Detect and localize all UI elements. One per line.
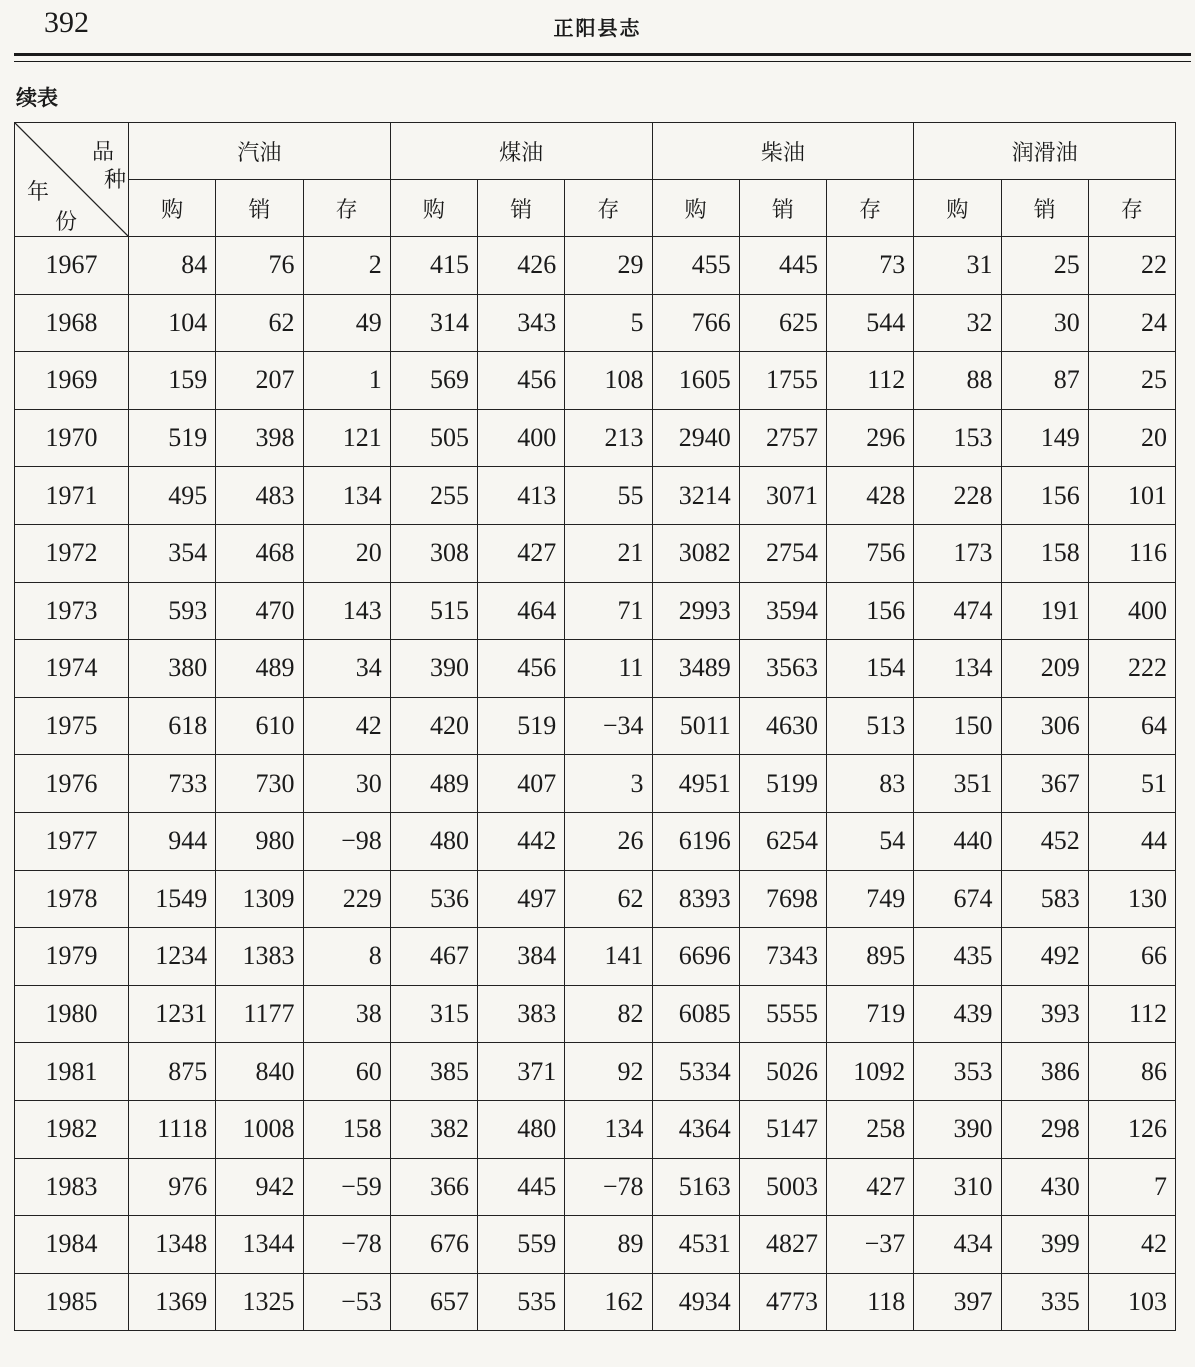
value-cell: 733 xyxy=(129,755,216,813)
year-cell: 1979 xyxy=(15,928,129,986)
table-row xyxy=(15,524,1176,582)
value-cell: 4827 xyxy=(739,1216,826,1274)
value-cell: 2940 xyxy=(652,409,739,467)
value-cell: 71 xyxy=(565,582,652,640)
value-cell: 400 xyxy=(478,409,565,467)
value-cell: 21 xyxy=(565,524,652,582)
value-cell: 351 xyxy=(914,755,1001,813)
value-cell: 366 xyxy=(390,1158,477,1216)
value-cell: 399 xyxy=(1001,1216,1088,1274)
value-cell: 3563 xyxy=(739,640,826,698)
value-cell: 86 xyxy=(1088,1043,1175,1101)
value-cell: 5011 xyxy=(652,697,739,755)
value-cell: 121 xyxy=(303,409,390,467)
value-cell: 569 xyxy=(390,352,477,410)
value-cell: 583 xyxy=(1001,870,1088,928)
value-cell: 875 xyxy=(129,1043,216,1101)
value-cell: 382 xyxy=(390,1100,477,1158)
value-cell: 222 xyxy=(1088,640,1175,698)
value-cell: 480 xyxy=(478,1100,565,1158)
value-cell: 385 xyxy=(390,1043,477,1101)
value-cell: 625 xyxy=(739,294,826,352)
value-cell: 3 xyxy=(565,755,652,813)
value-cell: 112 xyxy=(827,352,914,410)
value-cell: 22 xyxy=(1088,237,1175,295)
value-cell: 104 xyxy=(129,294,216,352)
value-cell: 3594 xyxy=(739,582,826,640)
table-row xyxy=(15,1273,1176,1331)
header-rule-thin xyxy=(14,61,1191,62)
value-cell: 515 xyxy=(390,582,477,640)
value-cell: 158 xyxy=(1001,524,1088,582)
value-cell: 51 xyxy=(1088,755,1175,813)
value-cell: 442 xyxy=(478,812,565,870)
value-cell: 6696 xyxy=(652,928,739,986)
value-cell: 386 xyxy=(1001,1043,1088,1101)
value-cell: 209 xyxy=(1001,640,1088,698)
value-cell: 1344 xyxy=(216,1216,303,1274)
value-cell: 83 xyxy=(827,755,914,813)
value-cell: 4364 xyxy=(652,1100,739,1158)
value-cell: 1325 xyxy=(216,1273,303,1331)
value-cell: 89 xyxy=(565,1216,652,1274)
value-cell: 390 xyxy=(914,1100,1001,1158)
value-cell: 756 xyxy=(827,524,914,582)
subheader-sales: 销 xyxy=(478,180,565,237)
value-cell: 383 xyxy=(478,985,565,1043)
value-cell: 657 xyxy=(390,1273,477,1331)
subheader-stock: 存 xyxy=(303,180,390,237)
value-cell: 2754 xyxy=(739,524,826,582)
value-cell: 749 xyxy=(827,870,914,928)
value-cell: 380 xyxy=(129,640,216,698)
value-cell: 497 xyxy=(478,870,565,928)
year-cell: 1972 xyxy=(15,524,129,582)
year-cell: 1969 xyxy=(15,352,129,410)
value-cell: 156 xyxy=(1001,467,1088,525)
value-cell: 944 xyxy=(129,812,216,870)
table-body xyxy=(15,237,1176,1331)
year-cell: 1973 xyxy=(15,582,129,640)
value-cell: 397 xyxy=(914,1273,1001,1331)
value-cell: 353 xyxy=(914,1043,1001,1101)
table-row xyxy=(15,467,1176,525)
subheader-stock: 存 xyxy=(1088,180,1175,237)
table-row xyxy=(15,755,1176,813)
value-cell: 519 xyxy=(129,409,216,467)
table-row xyxy=(15,697,1176,755)
value-cell: 428 xyxy=(827,467,914,525)
year-cell: 1984 xyxy=(15,1216,129,1274)
value-cell: 314 xyxy=(390,294,477,352)
running-title: 正阳县志 xyxy=(553,16,642,40)
value-cell: 134 xyxy=(303,467,390,525)
value-cell: 4531 xyxy=(652,1216,739,1274)
value-cell: 470 xyxy=(216,582,303,640)
value-cell: 495 xyxy=(129,467,216,525)
page-number: 392 xyxy=(44,6,89,39)
value-cell: 5 xyxy=(565,294,652,352)
value-cell: 4773 xyxy=(739,1273,826,1331)
table-row xyxy=(15,928,1176,986)
value-cell: 354 xyxy=(129,524,216,582)
value-cell: 149 xyxy=(1001,409,1088,467)
value-cell: 730 xyxy=(216,755,303,813)
header-row-groups xyxy=(15,123,1176,180)
table-caption: 续表 xyxy=(16,86,58,110)
subheader-sales: 销 xyxy=(739,180,826,237)
value-cell: 112 xyxy=(1088,985,1175,1043)
value-cell: 3489 xyxy=(652,640,739,698)
value-cell: 942 xyxy=(216,1158,303,1216)
corner-header xyxy=(15,123,129,237)
value-cell: 456 xyxy=(478,640,565,698)
value-cell: 31 xyxy=(914,237,1001,295)
value-cell: 153 xyxy=(914,409,1001,467)
value-cell: 1008 xyxy=(216,1100,303,1158)
value-cell: 191 xyxy=(1001,582,1088,640)
value-cell: 5334 xyxy=(652,1043,739,1101)
value-cell: 452 xyxy=(1001,812,1088,870)
value-cell: 159 xyxy=(129,352,216,410)
value-cell: 141 xyxy=(565,928,652,986)
value-cell: 42 xyxy=(303,697,390,755)
value-cell: 371 xyxy=(478,1043,565,1101)
value-cell: 156 xyxy=(827,582,914,640)
value-cell: 544 xyxy=(827,294,914,352)
value-cell: 519 xyxy=(478,697,565,755)
value-cell: 980 xyxy=(216,812,303,870)
petroleum-table xyxy=(14,122,1176,1331)
value-cell: 126 xyxy=(1088,1100,1175,1158)
value-cell: 445 xyxy=(739,237,826,295)
value-cell: 398 xyxy=(216,409,303,467)
value-cell: 413 xyxy=(478,467,565,525)
value-cell: 2757 xyxy=(739,409,826,467)
table-row xyxy=(15,985,1176,1043)
value-cell: 143 xyxy=(303,582,390,640)
value-cell: 464 xyxy=(478,582,565,640)
value-cell: 116 xyxy=(1088,524,1175,582)
value-cell: 162 xyxy=(565,1273,652,1331)
group-header-diesel: 柴油 xyxy=(652,123,914,180)
value-cell: 455 xyxy=(652,237,739,295)
value-cell: 434 xyxy=(914,1216,1001,1274)
value-cell: 1605 xyxy=(652,352,739,410)
value-cell: 513 xyxy=(827,697,914,755)
value-cell: −37 xyxy=(827,1216,914,1274)
subheader-stock: 存 xyxy=(565,180,652,237)
value-cell: 55 xyxy=(565,467,652,525)
value-cell: 32 xyxy=(914,294,1001,352)
value-cell: 310 xyxy=(914,1158,1001,1216)
value-cell: 840 xyxy=(216,1043,303,1101)
value-cell: 255 xyxy=(390,467,477,525)
value-cell: 118 xyxy=(827,1273,914,1331)
subheader-purchase: 购 xyxy=(914,180,1001,237)
year-cell: 1982 xyxy=(15,1100,129,1158)
corner-label-zhong: 种 xyxy=(103,168,126,193)
value-cell: 229 xyxy=(303,870,390,928)
value-cell: 213 xyxy=(565,409,652,467)
value-cell: 154 xyxy=(827,640,914,698)
value-cell: 467 xyxy=(390,928,477,986)
value-cell: 427 xyxy=(827,1158,914,1216)
value-cell: 2 xyxy=(303,237,390,295)
table-row xyxy=(15,1100,1176,1158)
value-cell: 87 xyxy=(1001,352,1088,410)
value-cell: 489 xyxy=(216,640,303,698)
value-cell: 676 xyxy=(390,1216,477,1274)
value-cell: 42 xyxy=(1088,1216,1175,1274)
value-cell: 5555 xyxy=(739,985,826,1043)
value-cell: 492 xyxy=(1001,928,1088,986)
value-cell: 8 xyxy=(303,928,390,986)
value-cell: 38 xyxy=(303,985,390,1043)
corner-label-nian: 年 xyxy=(27,180,50,205)
value-cell: 5163 xyxy=(652,1158,739,1216)
value-cell: 719 xyxy=(827,985,914,1043)
value-cell: 8393 xyxy=(652,870,739,928)
value-cell: 6254 xyxy=(739,812,826,870)
value-cell: 1383 xyxy=(216,928,303,986)
year-cell: 1985 xyxy=(15,1273,129,1331)
value-cell: 103 xyxy=(1088,1273,1175,1331)
value-cell: 7 xyxy=(1088,1158,1175,1216)
value-cell: 1092 xyxy=(827,1043,914,1101)
value-cell: 439 xyxy=(914,985,1001,1043)
value-cell: 6085 xyxy=(652,985,739,1043)
value-cell: 535 xyxy=(478,1273,565,1331)
value-cell: 593 xyxy=(129,582,216,640)
value-cell: 3082 xyxy=(652,524,739,582)
value-cell: −34 xyxy=(565,697,652,755)
value-cell: 34 xyxy=(303,640,390,698)
value-cell: 20 xyxy=(303,524,390,582)
value-cell: 6196 xyxy=(652,812,739,870)
year-cell: 1983 xyxy=(15,1158,129,1216)
value-cell: 25 xyxy=(1088,352,1175,410)
value-cell: 456 xyxy=(478,352,565,410)
value-cell: 92 xyxy=(565,1043,652,1101)
group-header-kerosene: 煤油 xyxy=(390,123,652,180)
value-cell: 4951 xyxy=(652,755,739,813)
value-cell: 62 xyxy=(565,870,652,928)
table-row xyxy=(15,640,1176,698)
value-cell: 173 xyxy=(914,524,1001,582)
value-cell: 1177 xyxy=(216,985,303,1043)
value-cell: 24 xyxy=(1088,294,1175,352)
subheader-purchase: 购 xyxy=(129,180,216,237)
value-cell: 25 xyxy=(1001,237,1088,295)
table-row xyxy=(15,812,1176,870)
value-cell: 5199 xyxy=(739,755,826,813)
value-cell: 483 xyxy=(216,467,303,525)
value-cell: 29 xyxy=(565,237,652,295)
value-cell: −98 xyxy=(303,812,390,870)
value-cell: 1231 xyxy=(129,985,216,1043)
table-row xyxy=(15,1043,1176,1101)
year-cell: 1976 xyxy=(15,755,129,813)
year-cell: 1970 xyxy=(15,409,129,467)
value-cell: 440 xyxy=(914,812,1001,870)
year-cell: 1980 xyxy=(15,985,129,1043)
value-cell: 108 xyxy=(565,352,652,410)
value-cell: 536 xyxy=(390,870,477,928)
value-cell: 1234 xyxy=(129,928,216,986)
value-cell: 474 xyxy=(914,582,1001,640)
value-cell: 505 xyxy=(390,409,477,467)
value-cell: 134 xyxy=(914,640,1001,698)
value-cell: 766 xyxy=(652,294,739,352)
value-cell: 610 xyxy=(216,697,303,755)
value-cell: 426 xyxy=(478,237,565,295)
value-cell: 20 xyxy=(1088,409,1175,467)
value-cell: 82 xyxy=(565,985,652,1043)
value-cell: 308 xyxy=(390,524,477,582)
value-cell: 258 xyxy=(827,1100,914,1158)
value-cell: 73 xyxy=(827,237,914,295)
value-cell: 367 xyxy=(1001,755,1088,813)
value-cell: 468 xyxy=(216,524,303,582)
value-cell: 7698 xyxy=(739,870,826,928)
value-cell: 44 xyxy=(1088,812,1175,870)
value-cell: 435 xyxy=(914,928,1001,986)
value-cell: 2993 xyxy=(652,582,739,640)
year-cell: 1967 xyxy=(15,237,129,295)
subheader-stock: 存 xyxy=(827,180,914,237)
value-cell: 1118 xyxy=(129,1100,216,1158)
value-cell: 5003 xyxy=(739,1158,826,1216)
value-cell: 298 xyxy=(1001,1100,1088,1158)
value-cell: 390 xyxy=(390,640,477,698)
value-cell: −59 xyxy=(303,1158,390,1216)
value-cell: 296 xyxy=(827,409,914,467)
value-cell: 315 xyxy=(390,985,477,1043)
corner-label-fen: 份 xyxy=(55,210,78,235)
value-cell: 445 xyxy=(478,1158,565,1216)
value-cell: 49 xyxy=(303,294,390,352)
value-cell: 480 xyxy=(390,812,477,870)
value-cell: 400 xyxy=(1088,582,1175,640)
value-cell: 384 xyxy=(478,928,565,986)
value-cell: 64 xyxy=(1088,697,1175,755)
year-cell: 1975 xyxy=(15,697,129,755)
value-cell: 62 xyxy=(216,294,303,352)
value-cell: 5026 xyxy=(739,1043,826,1101)
value-cell: 420 xyxy=(390,697,477,755)
value-cell: 228 xyxy=(914,467,1001,525)
year-cell: 1974 xyxy=(15,640,129,698)
subheader-sales: 销 xyxy=(216,180,303,237)
header-rule-thick xyxy=(14,53,1191,56)
value-cell: 674 xyxy=(914,870,1001,928)
value-cell: 30 xyxy=(303,755,390,813)
value-cell: 130 xyxy=(1088,870,1175,928)
header-row-subheaders xyxy=(15,180,1176,237)
table-row xyxy=(15,237,1176,295)
year-cell: 1977 xyxy=(15,812,129,870)
value-cell: 3214 xyxy=(652,467,739,525)
value-cell: 335 xyxy=(1001,1273,1088,1331)
value-cell: 3071 xyxy=(739,467,826,525)
value-cell: 306 xyxy=(1001,697,1088,755)
table-row xyxy=(15,352,1176,410)
group-header-lubricant: 润滑油 xyxy=(914,123,1176,180)
value-cell: −53 xyxy=(303,1273,390,1331)
value-cell: 101 xyxy=(1088,467,1175,525)
value-cell: 407 xyxy=(478,755,565,813)
value-cell: 1549 xyxy=(129,870,216,928)
value-cell: 415 xyxy=(390,237,477,295)
value-cell: 895 xyxy=(827,928,914,986)
value-cell: −78 xyxy=(303,1216,390,1274)
value-cell: 11 xyxy=(565,640,652,698)
value-cell: 4630 xyxy=(739,697,826,755)
value-cell: −78 xyxy=(565,1158,652,1216)
table-row xyxy=(15,582,1176,640)
value-cell: 60 xyxy=(303,1043,390,1101)
value-cell: 88 xyxy=(914,352,1001,410)
value-cell: 134 xyxy=(565,1100,652,1158)
value-cell: 1348 xyxy=(129,1216,216,1274)
value-cell: 559 xyxy=(478,1216,565,1274)
year-cell: 1971 xyxy=(15,467,129,525)
subheader-sales: 销 xyxy=(1001,180,1088,237)
table-row xyxy=(15,1158,1176,1216)
corner-label-pin: 品 xyxy=(91,140,114,165)
year-cell: 1981 xyxy=(15,1043,129,1101)
value-cell: 150 xyxy=(914,697,1001,755)
value-cell: 1 xyxy=(303,352,390,410)
table-row xyxy=(15,294,1176,352)
subheader-purchase: 购 xyxy=(652,180,739,237)
value-cell: 1755 xyxy=(739,352,826,410)
value-cell: 1309 xyxy=(216,870,303,928)
value-cell: 1369 xyxy=(129,1273,216,1331)
value-cell: 84 xyxy=(129,237,216,295)
value-cell: 76 xyxy=(216,237,303,295)
value-cell: 430 xyxy=(1001,1158,1088,1216)
year-cell: 1968 xyxy=(15,294,129,352)
value-cell: 30 xyxy=(1001,294,1088,352)
table-row xyxy=(15,1216,1176,1274)
value-cell: 26 xyxy=(565,812,652,870)
value-cell: 618 xyxy=(129,697,216,755)
table-row xyxy=(15,409,1176,467)
value-cell: 393 xyxy=(1001,985,1088,1043)
value-cell: 207 xyxy=(216,352,303,410)
value-cell: 158 xyxy=(303,1100,390,1158)
group-header-gasoline: 汽油 xyxy=(129,123,391,180)
value-cell: 66 xyxy=(1088,928,1175,986)
table-row xyxy=(15,870,1176,928)
value-cell: 976 xyxy=(129,1158,216,1216)
subheader-purchase: 购 xyxy=(390,180,477,237)
value-cell: 5147 xyxy=(739,1100,826,1158)
value-cell: 4934 xyxy=(652,1273,739,1331)
value-cell: 7343 xyxy=(739,928,826,986)
value-cell: 427 xyxy=(478,524,565,582)
year-cell: 1978 xyxy=(15,870,129,928)
value-cell: 489 xyxy=(390,755,477,813)
value-cell: 54 xyxy=(827,812,914,870)
value-cell: 343 xyxy=(478,294,565,352)
